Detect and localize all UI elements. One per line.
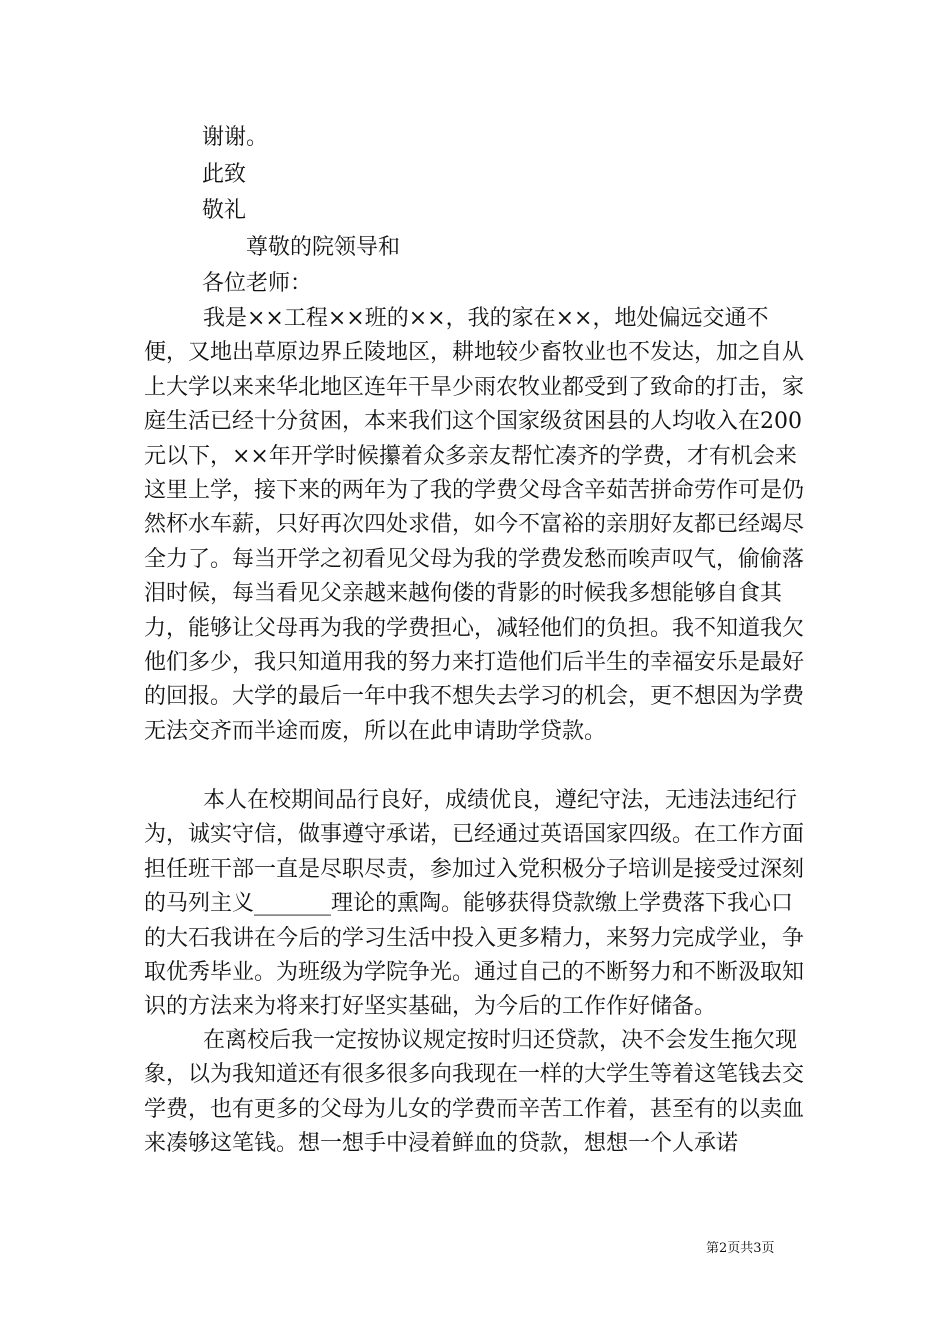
page-number-footer: 第2页共3页: [706, 1241, 775, 1256]
closing-jingli: 敬礼: [202, 198, 247, 223]
closing-thanks: 谢谢。: [202, 125, 269, 150]
paragraph-3: [144, 1024, 812, 1162]
salutation-line-2: 各位老师：: [202, 271, 313, 296]
paragraph-2: [144, 784, 812, 1025]
salutation-line-1: 尊敬的院领导和: [246, 235, 401, 260]
closing-cizhi: 此致: [202, 162, 247, 187]
paragraph-2-text: 本人在校期间品行良好，成绩优良，遵纪守法，无违法违纪行为，诚实守信，做事遵守承诺，已经通过英语国家四级。在工作方面担任班干部一直是尽职尽责，参加过入党积极分子培训是接受过深刻的马列主义_______理论的熏陶。能够获得贷款缴上学费落下我心口的大石我讲在今后的学习生活中投入更多精力，来努力完成学业，争取优秀毕业。为班级为学院争光。通过自己的不断努力和不断汲取知识的方法来为将来打好坚实基础，为今后的工作作好储备。: [144, 788, 805, 1020]
paragraph-1: [144, 302, 812, 749]
paragraph-3-text: 在离校后我一定按协议规定按时归还贷款，决不会发生拖欠现象，以为我知道还有很多很多向我现在一样的大学生等着这笔钱去交学费，也有更多的父母为儿女的学费而辛苦工作着，甚至有的以卖血来凑够这笔钱。想一想手中浸着鲜血的贷款，想想一个人承诺: [144, 1028, 805, 1157]
paragraph-1-text: 我是××工程××班的××，我的家在××，地处偏远交通不便，又地出草原边界丘陵地区，耕地较少畜牧业也不发达，加之自从上大学以来来华北地区连年干旱少雨农牧业都受到了致命的打击，家庭生活已经十分贫困，本来我们这个国家级贫困县的人均收入在200元以下，××年开学时候攥着众多亲友帮忙凑齐的学费，才有机会来这里上学，接下来的两年为了我的学费父母含辛茹苦拼命劳作可是仍然杯水车薪，只好再次四处求借，如今不富裕的亲朋好友都已经竭尽全力了。每当开学之初看见父母为我的学费发愁而唉声叹气，偷偷落泪时候，每当看见父亲越来越佝偻的背影的时候我多想能够自食其力，能够让父母再为我的学费担心，减轻他们的负担。我不知道我欠他们多少，我只知道用我的努力来打造他们后半生的幸福安乐是最好的回报。大学的最后一年中我不想失去学习的机会，更不想因为学费无法交齐而半途而废，所以在此申请助学贷款。: [144, 306, 805, 744]
